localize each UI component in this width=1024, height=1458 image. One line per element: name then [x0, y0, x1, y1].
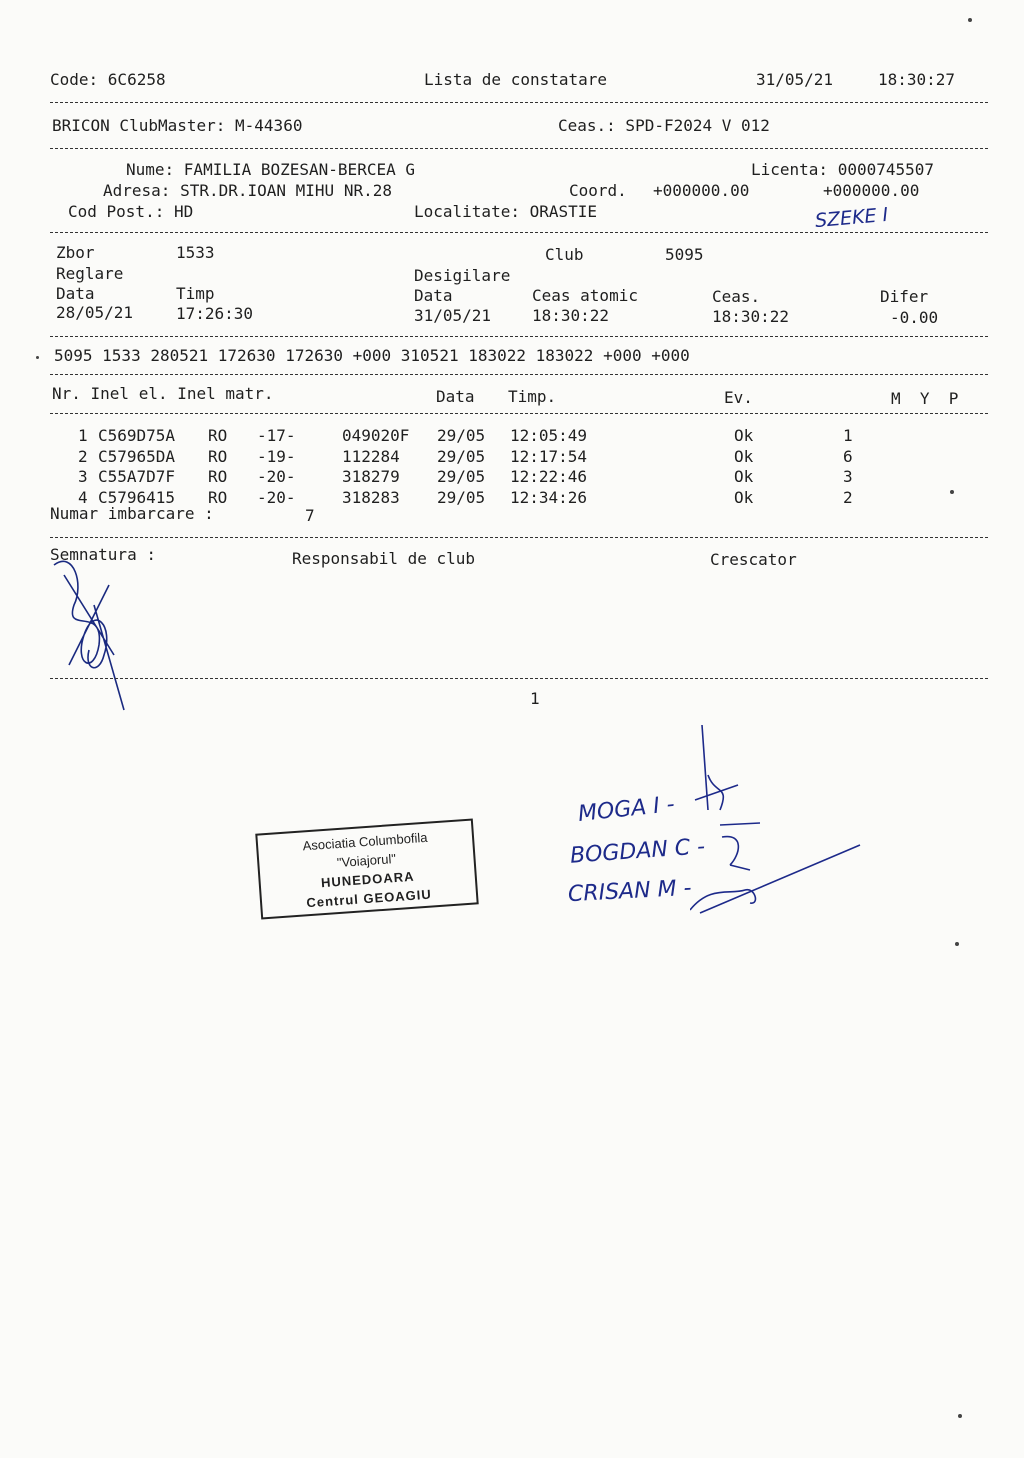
cell-matr: 112284 [342, 446, 400, 466]
cell-date: 29/05 [437, 446, 486, 466]
col-ev: Ev. [724, 388, 753, 407]
scan-speck [950, 490, 954, 494]
cell-country: RO [208, 467, 228, 486]
stamp-line: Centrul GEOAGIU [305, 886, 433, 911]
cell-inel-el: C57965DA [98, 446, 176, 466]
cell-time: 12:17:54 [510, 446, 588, 466]
clock-time: 18:30:22 [712, 307, 790, 326]
col-nr-inel: Nr. Inel el. Inel matr. [52, 384, 274, 403]
code-line: 5095 1533 280521 172630 172630 +000 310521 183022 183022 +000 +000 [54, 346, 690, 365]
cell-time: 12:05:49 [510, 426, 588, 445]
cell-matr: 318279 [342, 467, 400, 486]
reglare-time: 17:26:30 [176, 304, 254, 323]
owner-license: Licenta: 0000745507 [751, 160, 935, 179]
handwritten-note: SZEKE I [814, 203, 890, 233]
stamp-line: HUNEDOARA [320, 868, 415, 891]
cell-nr: 2 [78, 446, 88, 466]
cell-year: -17- [257, 426, 296, 445]
postal-code: Cod Post.: HD [68, 202, 194, 221]
separator [50, 148, 988, 149]
cell-m: 2 [843, 487, 853, 507]
signature-scribble [44, 545, 144, 715]
handwritten-name: CRISAN M - [567, 875, 693, 908]
cell-time: 12:22:46 [510, 467, 588, 486]
ceas-atomic-label: Ceas atomic [532, 286, 638, 305]
cell-year: -19- [257, 446, 296, 466]
crescator-label: Crescator [710, 550, 797, 569]
handwritten-name: MOGA I - [576, 792, 676, 827]
doc-code: Code: 6C6258 [50, 70, 166, 89]
responsabil-label: Responsabil de club [292, 549, 476, 568]
ceas-label: Ceas. [712, 287, 761, 306]
cell-m: 3 [843, 467, 853, 486]
owner-name: Nume: FAMILIA BOZESAN-BERCEA G [126, 160, 415, 179]
reglare-date: 28/05/21 [56, 303, 134, 322]
cell-m: 1 [843, 426, 853, 445]
cell-nr: 1 [78, 426, 88, 445]
difference-value: -0.00 [890, 308, 939, 327]
doc-time: 18:30:27 [878, 70, 956, 89]
cell-nr: 3 [78, 467, 88, 486]
cell-inel-el: C5796415 [98, 487, 176, 507]
separator [50, 537, 988, 538]
page-number: 1 [530, 689, 540, 708]
data-label: Data [414, 286, 453, 305]
coord-lat: +000000.00 [653, 181, 750, 200]
scan-speck [36, 356, 39, 359]
cell-ev: Ok [734, 487, 754, 507]
difer-label: Difer [880, 287, 929, 306]
col-data: Data [436, 387, 475, 406]
separator [50, 678, 988, 679]
boarding-value: 7 [305, 506, 315, 525]
desigilare-date: 31/05/21 [414, 306, 492, 325]
cell-year: -20- [257, 467, 296, 486]
separator [50, 102, 988, 103]
separator [50, 374, 988, 375]
cell-country: RO [208, 426, 228, 445]
cell-ev: Ok [734, 446, 754, 466]
cell-inel-el: C55A7D7F [98, 467, 176, 486]
cell-country: RO [208, 487, 228, 507]
clock-id: Ceas.: SPD-F2024 V 012 [558, 116, 770, 135]
cell-country: RO [208, 446, 228, 466]
cell-year: -20- [257, 487, 296, 507]
cell-inel-el: C569D75A [98, 426, 176, 445]
scan-speck [968, 18, 972, 22]
atomic-time: 18:30:22 [532, 306, 610, 325]
coord-label: Coord. [569, 181, 627, 200]
handwritten-signatures [690, 715, 870, 915]
owner-address: Adresa: STR.DR.IOAN MIHU NR.28 [103, 181, 392, 200]
scan-speck [958, 1414, 962, 1418]
desigilare-label: Desigilare [414, 266, 511, 285]
locality: Localitate: ORASTIE [414, 202, 598, 221]
cell-time: 12:34:26 [510, 487, 588, 507]
association-stamp [255, 819, 478, 920]
cell-matr: 318283 [342, 487, 400, 507]
coord-lon: +000000.00 [823, 181, 920, 200]
reglare-label: Reglare [56, 264, 124, 283]
doc-title: Lista de constatare [424, 70, 608, 89]
timp-label: Timp [176, 284, 215, 303]
cell-ev: Ok [734, 467, 754, 486]
club-label: Club [545, 245, 584, 264]
cell-ev: Ok [734, 426, 754, 445]
separator [50, 336, 988, 337]
clubmaster-id: BRICON ClubMaster: M-44360 [52, 116, 303, 135]
zbor-label: Zbor [56, 243, 95, 262]
doc-date: 31/05/21 [756, 70, 834, 89]
zbor-value: 1533 [176, 243, 215, 262]
separator [50, 413, 988, 414]
separator [50, 232, 988, 233]
data-label: Data [56, 284, 95, 303]
cell-m: 6 [843, 446, 853, 466]
cell-date: 29/05 [437, 467, 486, 486]
col-myp: M Y P [891, 389, 959, 408]
scan-speck [955, 942, 959, 946]
cell-nr: 4 [78, 487, 88, 507]
handwritten-name: BOGDAN C - [569, 834, 706, 869]
cell-date: 29/05 [437, 487, 486, 507]
cell-matr: 049020F [342, 426, 410, 445]
cell-date: 29/05 [437, 426, 486, 445]
stamp-line: "Voiajorul" [336, 850, 397, 871]
boarding-label: Numar imbarcare : [50, 504, 214, 523]
col-timp: Timp. [508, 387, 557, 406]
semnatura-label: Semnatura : [50, 545, 156, 564]
club-value: 5095 [665, 245, 704, 264]
stamp-line: Asociatia Columbofila [302, 829, 428, 854]
